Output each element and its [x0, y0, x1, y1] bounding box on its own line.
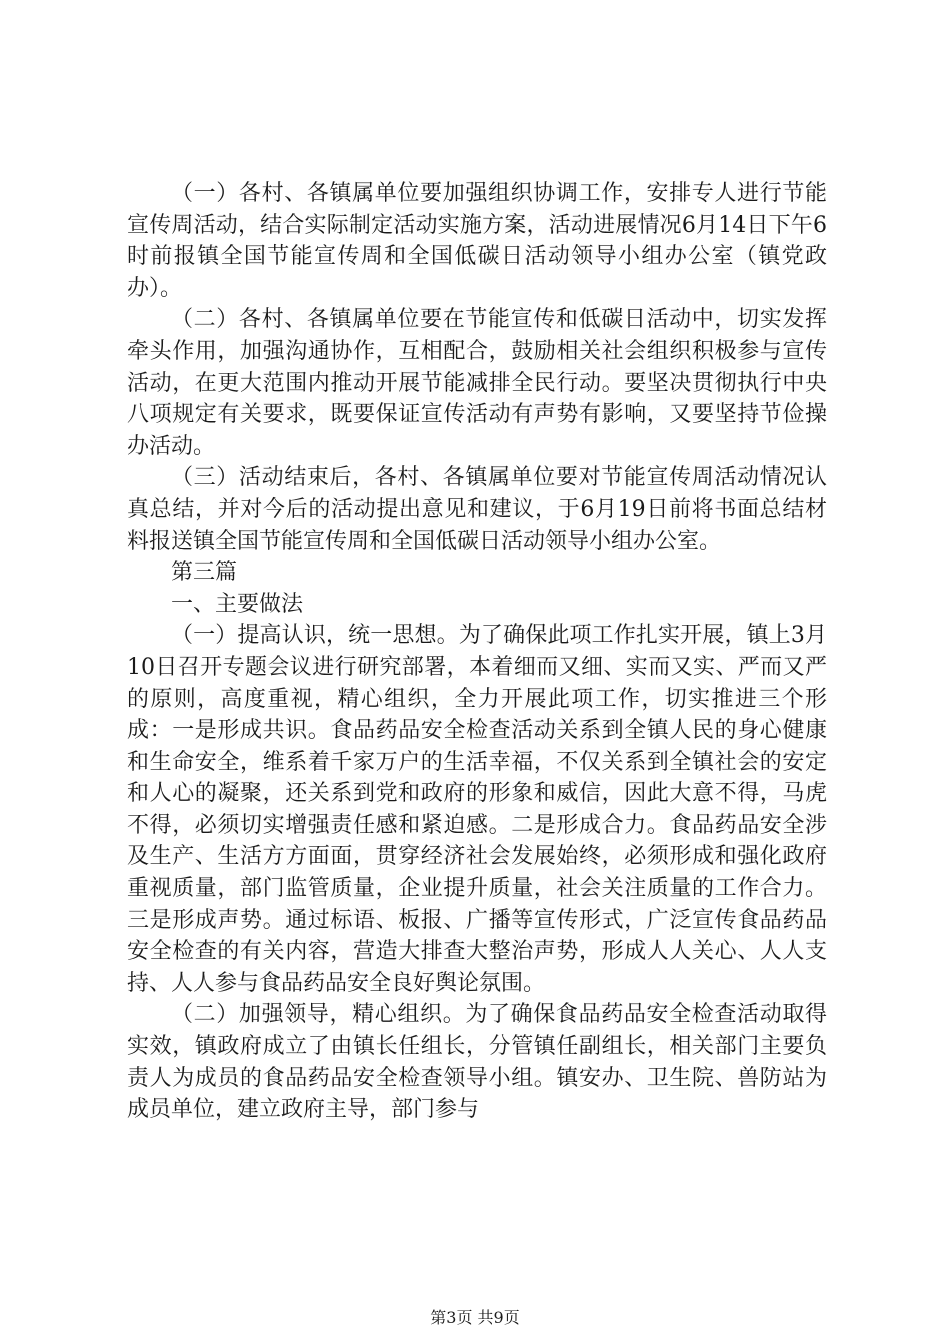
document-body — [127, 178, 827, 1126]
paragraph-4: （一）提高认识，统一思想。为了确保此项工作扎实开展，镇上3月10日召开专题会议进行研究部署，本着细而又细、实而又实、严而又严的原则，高度重视，精心组织，全力开展此项工作，切实推进三个形成：一是形成共识。食品药品安全检查活动关系到全镇人民的身心健康和生命安全，维系着千家万户的生活幸福，不仅关系到全镇社会的安定和人心的凝聚，还关系到党和政府的形象和威信，因此大意不得，马虎不得，必须切实增强责任感和紧迫感。二是形成合力。食品药品安全涉及生产、生活方方面面，贯穿经济社会发展始终，必须形成和强化政府重视质量，部门监管质量，企业提升质量，社会关注质量的工作合力。三是形成声势。通过标语、板报、广播等宣传形式，广泛宣传食品药品安全检查的有关内容，营造大排查大整治声势，形成人人关心、人人支持、人人参与食品药品安全良好舆论氛围。 — [127, 623, 827, 996]
paragraph-1: （一）各村、各镇属单位要加强组织协调工作，安排专人进行节能宣传周活动，结合实际制定活动实施方案，活动进展情况6月14日下午6时前报镇全国节能宣传周和全国低碳日活动领导小组办公室（镇党政办）。 — [127, 181, 827, 301]
subsection-heading: 一、主要做法 — [171, 591, 304, 617]
section-heading: 第三篇 — [171, 560, 238, 586]
page-footer: 第3页 共9页 — [430, 1308, 520, 1327]
paragraph-3: （三）活动结束后，各村、各镇属单位要对节能宣传周活动情况认真总结，并对今后的活动提出意见和建议，于6月19日前将书面总结材料报送镇全国节能宣传周和全国低碳日活动领导小组办公室。 — [127, 465, 827, 554]
paragraph-5: （二）加强领导，精心组织。为了确保食品药品安全检查活动取得实效，镇政府成立了由镇长任组长，分管镇任副组长，相关部门主要负责人为成员的食品药品安全检查领导小组。镇安办、卫生院、兽防站为成员单位，建立政府主导，部门参与 — [127, 1002, 827, 1123]
paragraph-2: （二）各村、各镇属单位要在节能宣传和低碳日活动中，切实发挥牵头作用，加强沟通协作，互相配合，鼓励相关社会组织积极参与宣传活动，在更大范围内推动开展节能减排全民行动。要坚决贯彻执行中央八项规定有关要求，既要保证宣传活动有声势有影响，又要坚持节俭操办活动。 — [127, 307, 827, 459]
